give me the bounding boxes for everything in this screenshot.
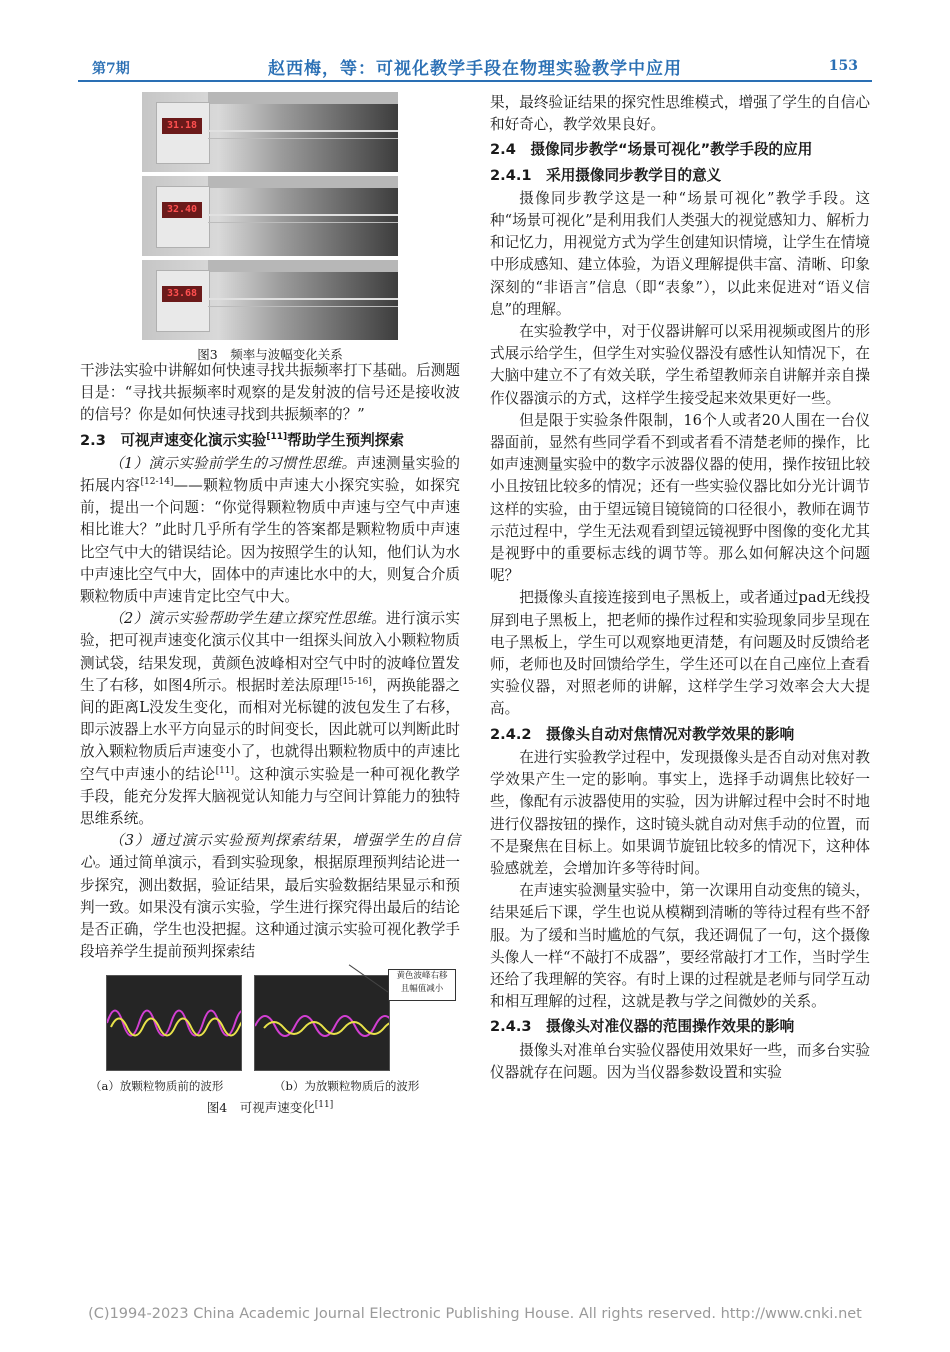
header-rule xyxy=(78,80,872,82)
paragraph: （2）演示实验帮助学生建立探究性思维。进行演示实验，把可视声速变化演示仪其中一组探头间放入小颗粒物质测试袋，结果发现，黄颜色波峰相对空气中时的波峰位置发生了右移，如图4所示。根据时差法原理[15-16]，两换能器之间的距离L没发生变化，而相对光标键的波包发生了右移，即示波器上水平方向显示的时间变长，因此就可以判断此时放入颗粒物质后声速变小了，也就得出颗粒物质中的声速比空气中声速小的结论[11]。这种演示实验是一种可视化教学手段，能充分发挥大脑视觉认知能力与空间计算能力的独特思维系统。 xyxy=(80,610,460,828)
section-heading-2-4-3: 2.4.3 摄像头对准仪器的范围操作效果的影响 xyxy=(490,1018,795,1036)
running-header xyxy=(78,52,872,78)
paragraph: 但是限于实验条件限制，16个人或者20人围在一台仪器面前，显然有些同学看不到或者看不清楚老师的操作，比如声速测量实验中的数字示波器仪器的使用，操作按钮比较小且按钮比较多的情况；还有一些实验仪器比如分光计调节这样的实验，由于望远镜目镜镜筒的口径很小，教师在调节示范过程中，学生无法观看到望远镜视野中图像的变化尤其是视野中的重要标志线的调节等。那么如何解决这个问题呢？ xyxy=(490,411,870,585)
paragraph: 干涉法实验中讲解如何快速寻找共振频率打下基础。后测题目是：“寻找共振频率时观察的是发射波的信号还是接收波的信号？你是如何快速寻找到共振频率的？” xyxy=(80,362,460,424)
paragraph: 在声速实验测量实验中，第一次课用自动变焦的镜头，结果延后下课，学生也说从模糊到清晰的等待过程有些不舒服。为了缓和当时尴尬的气氛，我还调侃了一句，这个摄像头像人一样“不敲打不成器”，要经常敲打才工作，当时学生还给了我理解的笑容。有时上课的过程就是老师与同学互动和相互理解的过程，这就是教与学之间微妙的关系。 xyxy=(490,882,870,1011)
paragraph: 把摄像头直接连接到电子黑板上，或者通过pad无线投屏到电子黑板上，把老师的操作过程和实验现象同步呈现在电子黑板上，学生可以观察地更清楚，有问题及时反馈给老师，老师也及时回馈给学生，学生还可以在自己座位上查看实验仪器，对照老师的讲解，这样学生学习效率会大大提高。 xyxy=(490,589,870,718)
section-heading-2-3: 2.3 可视声速变化演示实验[11]帮助学生预判探索 xyxy=(80,431,404,449)
frequency-reading-2: 32.40 xyxy=(162,202,202,218)
oscilloscope-after xyxy=(254,975,390,1071)
figure-4-caption: 图4 可视声速变化[11] xyxy=(206,1100,334,1116)
figure-4 xyxy=(80,967,460,1119)
figure-3-caption: 图3 频率与波幅变化关系 xyxy=(197,347,343,362)
figure-3-photo-2 xyxy=(142,176,398,256)
paragraph: 摄像头对准单台实验仪器使用效果好一些，而多台实验仪器就存在问题。因为当仪器参数设置和实验 xyxy=(490,1041,870,1081)
figure-4-subcaption-b: （b）为放颗粒物质后的波形 xyxy=(274,1079,420,1094)
section-heading-2-4-1: 2.4.1 采用摄像同步教学目的意义 xyxy=(490,166,722,184)
figure-3 xyxy=(80,92,460,360)
paragraph: 在实验教学中，对于仪器讲解可以采用视频或图片的形式展示给学生，但学生对实验仪器没有感性认知情况下，在大脑中建立不了有效关联，学生希望教师亲自讲解并亲自操作仪器演示的方式，这样学生接受起来效果更好一些。 xyxy=(490,323,870,407)
figure-3-photo-1 xyxy=(142,92,398,172)
paragraph: 果，最终验证结果的探究性思维模式，增强了学生的自信心和好奇心，教学效果良好。 xyxy=(490,94,870,134)
right-column xyxy=(490,92,870,1084)
left-column xyxy=(80,92,460,1119)
frequency-reading-1: 31.18 xyxy=(162,118,202,134)
issue-number: 第7期 xyxy=(92,61,130,77)
running-title: 赵西梅，等：可视化教学手段在物理实验教学中应用 xyxy=(268,59,682,79)
paragraph: 摄像同步教学这是一种“场景可视化”教学手段。这种“场景可视化”是利用我们人类强大的视觉感知力、解析力和记忆力，用视觉方式为学生创建知识情境，让学生在情境中形成感知、建立体验，为语义理解提供丰富、清晰、印象深刻的“非语言”信息（即“表象”），以此来促进对“语义信息”的理解。 xyxy=(490,189,870,318)
section-heading-2-4: 2.4 摄像同步教学“场景可视化”教学手段的应用 xyxy=(490,141,813,159)
figure-3-photo-3 xyxy=(142,260,398,340)
page-number: 153 xyxy=(828,58,858,74)
paragraph: （3）通过演示实验预判探索结果，增强学生的自信心。通过简单演示，看到实验现象，根据原理预判结论进一步探究，测出数据，验证结果，最后实验数据结果显示和预判一致。如果没有演示实验，学生进行探究得出最后的结论是否正确，学生也没把握。这种通过演示实验可视化教学手段培养学生提前预判探索结 xyxy=(80,832,460,961)
oscilloscope-before xyxy=(106,975,242,1071)
frequency-reading-3: 33.68 xyxy=(162,286,202,302)
paragraph: （1）演示实验前学生的习惯性思维。声速测量实验的拓展内容[12-14]——颗粒物质中声速大小探究实验，如探究前，提出一个问题：“你觉得颗粒物质中声速与空气中声速相比谁大？”此时几乎所有学生的答案都是颗粒物质中声速比空气中大的错误结论。因为按照学生的认知，他们认为水中声速比空气中大，固体中的声速比水中的大，则复合介质颗粒物质中声速肯定比空气中大。 xyxy=(80,454,460,606)
section-heading-2-4-2: 2.4.2 摄像头自动对焦情况对教学效果的影响 xyxy=(490,725,795,743)
figure-4-subcaption-a: （a）放颗粒物质前的波形 xyxy=(90,1079,224,1094)
paragraph: 在进行实验教学过程中，发现摄像头是否自动对焦对教学效果产生一定的影响。事实上，选择手动调焦比较好一些，像配有示波器使用的实验，因为讲解过程中会时不时地进行仪器按钮的操作，这时镜头就自动对焦手动的位置，而不是聚焦在目标上。如果调节旋钮比较多的情况下，这种体验感就差，会增加许多等待时间。 xyxy=(490,748,870,877)
copyright-footer: (C)1994-2023 China Academic Journal Electronic Publishing House. All rights reserved. http://www.cnki.net xyxy=(88,1306,862,1322)
figure-4-callout: 黄色波峰右移 且幅值减小 xyxy=(388,969,456,1001)
